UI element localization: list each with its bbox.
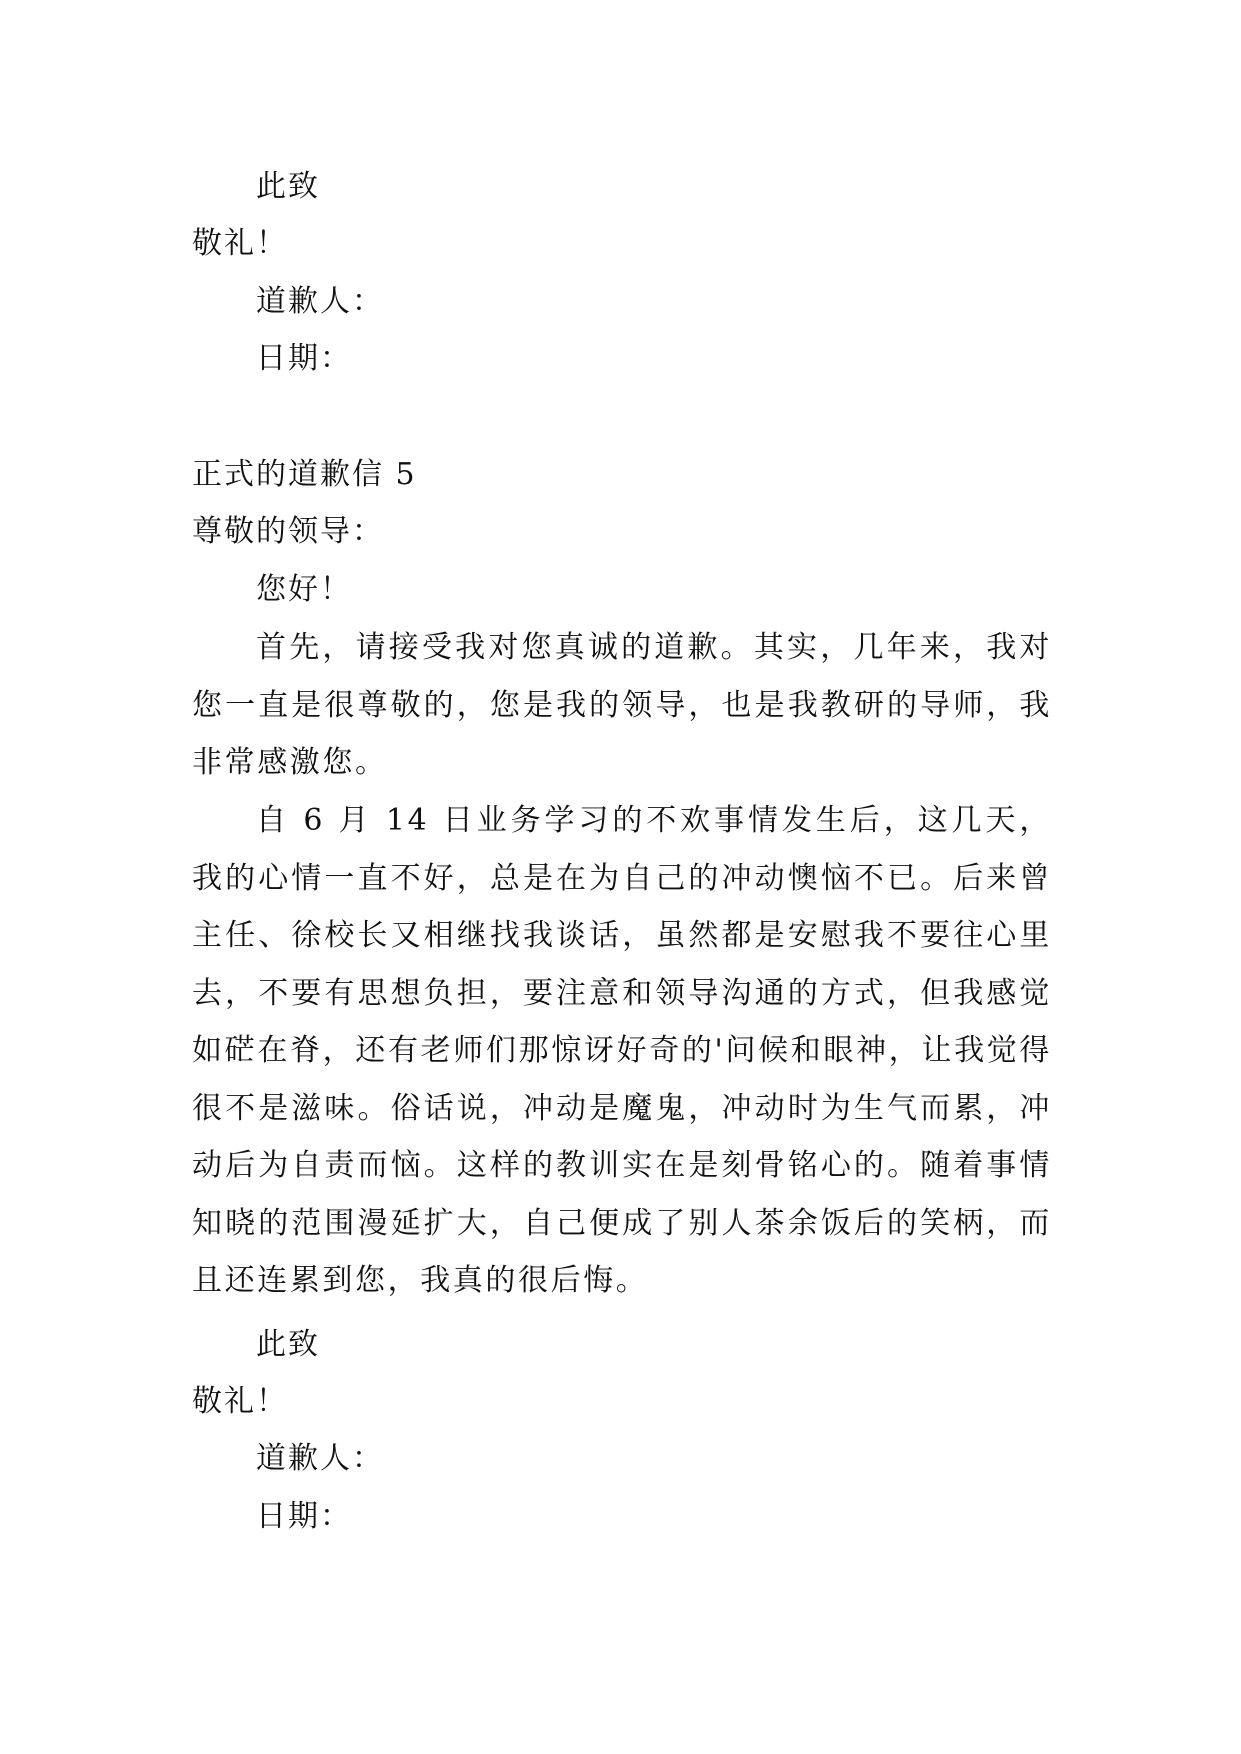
paragraph-2-text: 自 6 月 14 日业务学习的不欢事情发生后，这几天，我的心情一直不好，总是在为自己的冲动懊恼不已。后来曾主任、徐校长又相继找我谈话，虽然都是安慰我不要往心里去，不要有思想负担，要注意和领导沟通的方式，但我感觉如硭在脊，还有老师们那惊讶好奇的'问候和眼神，让我觉得很不是滋味。俗话说，冲动是魔鬼，冲动时为生气而累，冲动后为自责而恼。这样的教训实在是刻骨铭心的。随着事情知晓的范围漫延扩大，自己便成了别人茶余饭后的笑柄，而且还连累到您，我真的很后悔。 [192,803,1052,1298]
salutation: 尊敬的领导： [192,514,384,549]
paragraph-1-text: 首先，请接受我对您真诚的道歉。其实，几年来，我对您一直是很尊敬的，您是我的领导，也是我教研的导师，我非常感激您。 [192,630,1052,780]
greeting: 您好！ [256,572,352,607]
date-label-second: 日期： [256,1499,352,1534]
letter-title: 正式的道歉信 5 [192,457,417,492]
closing-line-2-second: 敬礼！ [192,1384,288,1419]
closing-line-2: 敬礼！ [192,226,288,261]
closing-line-1-second: 此致 [256,1327,320,1362]
signer-label-second: 道歉人： [256,1441,384,1476]
paragraph-2 [192,792,1052,1310]
signer-label: 道歉人： [256,284,384,319]
paragraph-1 [192,619,1052,792]
date-label: 日期： [256,341,352,376]
closing-line-1: 此致 [256,169,320,204]
